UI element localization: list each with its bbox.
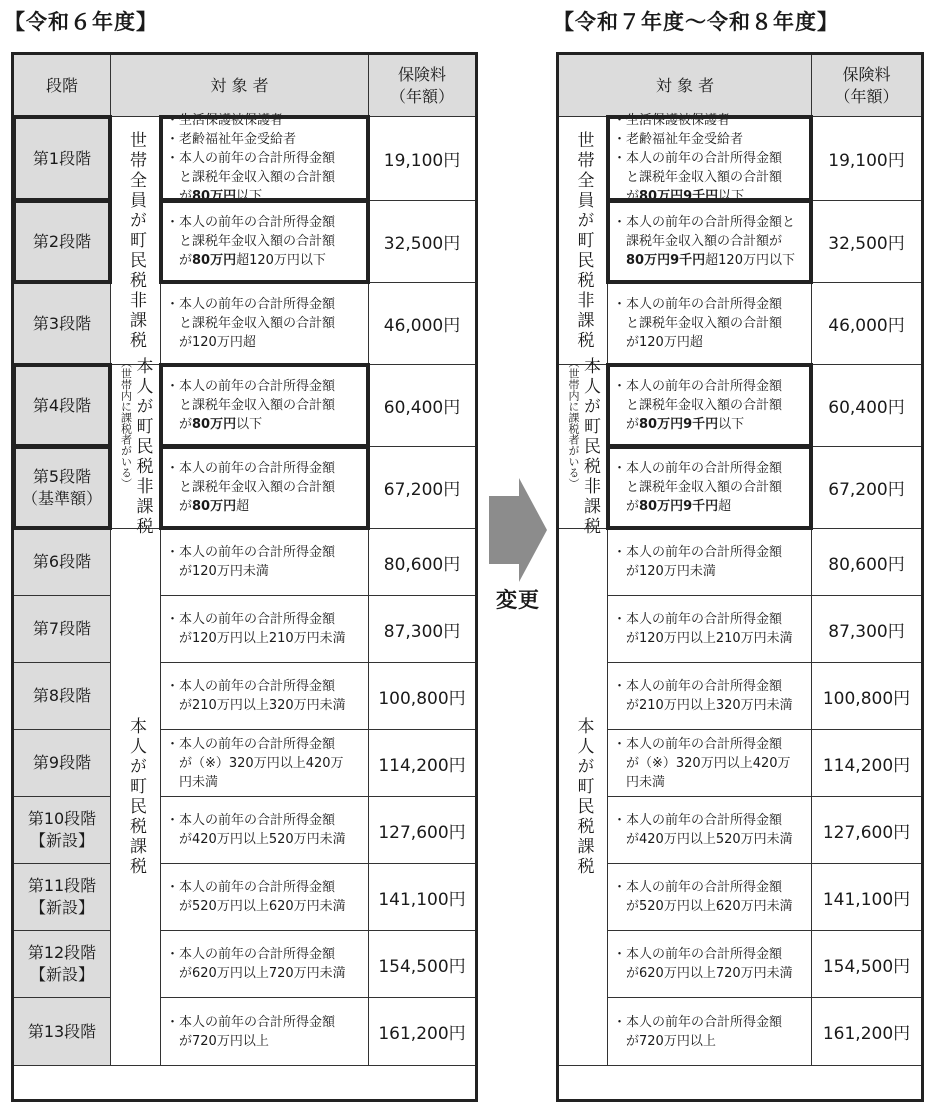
criteria-line: ・本人の前年の合計所得金額 — [613, 612, 783, 627]
target-criteria — [161, 730, 369, 797]
criteria-line: ・本人の前年の合計所得金額 — [166, 151, 336, 166]
criteria-line: が80万円超 — [166, 499, 250, 514]
criteria-line: ・老齢福祉年金受給者 — [166, 132, 297, 147]
target-criteria — [608, 283, 812, 365]
criteria-line: ・本人の前年の合計所得金額 — [166, 545, 336, 560]
group-label: 本人が町民税課税 — [126, 717, 146, 877]
target-criteria — [161, 283, 369, 365]
premium-amount: 60,400円 — [812, 365, 921, 447]
criteria-line: ・生活保護被保護者 — [613, 113, 731, 128]
criteria-line: が420万円以上520万円未満 — [613, 832, 793, 847]
criteria-line: が80万円超120万円以下 — [166, 253, 326, 268]
criteria-line: と課税年金収入額の合計額 — [613, 480, 783, 495]
criteria-line: が210万円以上320万円未満 — [613, 698, 793, 713]
criteria-line: が80万円9千円超 — [613, 499, 732, 514]
criteria-line: が80万円以下 — [166, 189, 263, 204]
target-criteria — [161, 529, 369, 596]
criteria-line: と課税年金収入額の合計額 — [613, 398, 783, 413]
criteria-line: が（※）320万円以上420万 — [613, 755, 791, 771]
group-label: 本人が町民税非課税 — [132, 356, 153, 537]
group-cell-3 — [111, 529, 161, 1066]
criteria-line: と課税年金収入額の合計額 — [166, 234, 336, 249]
criteria-line: ・本人の前年の合計所得金額 — [613, 880, 783, 895]
target-criteria — [608, 113, 812, 204]
header-target: 対 象 者 — [559, 55, 812, 117]
criteria-line: ・本人の前年の合計所得金額 — [166, 1014, 336, 1030]
premium-amount: 141,100円 — [812, 864, 921, 931]
criteria-line: と課税年金収入額の合計額 — [166, 316, 336, 331]
criteria-line: ・本人の前年の合計所得金額 — [166, 736, 336, 752]
premium-amount: 154,500円 — [369, 931, 475, 998]
premium-amount: 60,400円 — [369, 365, 475, 447]
tier-label: 第1段階 — [14, 117, 111, 201]
criteria-line: ・本人の前年の合計所得金額 — [613, 297, 783, 312]
premium-amount: 46,000円 — [812, 283, 921, 365]
header-tier: 段階 — [14, 55, 111, 117]
premium-amount: 127,600円 — [369, 797, 475, 864]
group-label: 世帯全員が町民税非課税 — [126, 130, 146, 351]
premium-amount: 100,800円 — [812, 663, 921, 730]
criteria-line: が720万円以上 — [166, 1033, 269, 1049]
target-criteria — [161, 113, 369, 204]
tier-label: 第7段階 — [14, 596, 111, 663]
criteria-line: ・本人の前年の合計所得金額 — [613, 947, 783, 962]
target-criteria — [161, 931, 369, 998]
premium-amount: 46,000円 — [369, 283, 475, 365]
premium-amount: 67,200円 — [812, 447, 921, 529]
tier-label: 第3段階 — [14, 283, 111, 365]
criteria-line: と課税年金収入額の合計額 — [166, 170, 336, 185]
premium-amount: 161,200円 — [369, 998, 475, 1066]
criteria-line: 課税年金収入額の合計額が — [613, 234, 783, 249]
criteria-line: が120万円超 — [613, 335, 703, 350]
target-criteria — [608, 663, 812, 730]
after-heading: 【令和７年度〜令和８年度】 — [553, 10, 839, 34]
criteria-line: が120万円未満 — [166, 564, 269, 579]
criteria-line: が120万円以上210万円未満 — [613, 631, 793, 646]
group-sublabel: （世帯内に課税者がいる） — [567, 356, 580, 489]
criteria-line: が210万円以上320万円未満 — [166, 698, 346, 713]
target-criteria — [161, 998, 369, 1066]
premium-amount: 19,100円 — [369, 117, 475, 201]
target-criteria — [608, 365, 812, 447]
target-criteria — [608, 447, 812, 529]
criteria-line: ・本人の前年の合計所得金額 — [613, 545, 783, 560]
before-heading: 【令和６年度】 — [4, 10, 158, 34]
right-arrow-icon — [489, 478, 547, 582]
target-criteria — [608, 730, 812, 797]
tier-label: 第4段階 — [14, 365, 111, 447]
premium-amount: 154,500円 — [812, 931, 921, 998]
criteria-line: が120万円以上210万円未満 — [166, 631, 346, 646]
criteria-line: と課税年金収入額の合計額 — [166, 480, 336, 495]
premium-amount: 127,600円 — [812, 797, 921, 864]
criteria-line: が120万円未満 — [613, 564, 716, 579]
criteria-line: ・本人の前年の合計所得金額 — [613, 813, 783, 828]
premium-table-after — [556, 52, 924, 1102]
group-sublabel: （世帯内に課税者がいる） — [119, 356, 133, 489]
target-criteria — [608, 201, 812, 283]
target-criteria — [608, 931, 812, 998]
tier-label: 第11段階 【新設】 — [14, 864, 111, 931]
criteria-line: 80万円9千円超120万円以下 — [626, 253, 795, 268]
criteria-line: と課税年金収入額の合計額 — [166, 398, 336, 413]
criteria-line: ・本人の前年の合計所得金額 — [613, 151, 783, 166]
criteria-line: が80万円9千円以下 — [613, 417, 745, 432]
criteria-line: ・本人の前年の合計所得金額 — [166, 947, 336, 962]
criteria-line: ・本人の前年の合計所得金額 — [166, 379, 336, 394]
criteria-line: ・本人の前年の合計所得金額 — [613, 679, 783, 694]
target-criteria — [161, 596, 369, 663]
group-cell-1 — [559, 117, 608, 365]
target-criteria — [161, 797, 369, 864]
criteria-line: ・本人の前年の合計所得金額 — [166, 880, 336, 895]
premium-amount: 87,300円 — [812, 596, 921, 663]
tier-label: 第8段階 — [14, 663, 111, 730]
tier-label: 第9段階 — [14, 730, 111, 797]
tier-label: 第6段階 — [14, 529, 111, 596]
premium-amount: 32,500円 — [812, 201, 921, 283]
change-label: 変更 — [496, 588, 540, 612]
criteria-line: が80万円9千円以下 — [613, 189, 745, 204]
criteria-line: 円未満 — [613, 774, 666, 790]
criteria-line: が120万円超 — [166, 335, 256, 350]
criteria-line: が80万円以下 — [166, 417, 263, 432]
criteria-line: が520万円以上620万円未満 — [166, 899, 346, 914]
premium-amount: 161,200円 — [812, 998, 921, 1066]
group-cell-2 — [559, 356, 608, 537]
tier-label: 第2段階 — [14, 201, 111, 283]
tier-label: 第5段階 （基準額） — [14, 447, 111, 529]
premium-amount: 80,600円 — [369, 529, 475, 596]
target-criteria — [161, 663, 369, 730]
group-cell-3 — [559, 529, 608, 1066]
criteria-line: が620万円以上720万円未満 — [613, 966, 793, 981]
premium-amount: 32,500円 — [369, 201, 475, 283]
group-cell-1 — [111, 117, 161, 365]
group-label: 本人が町民税非課税 — [580, 356, 600, 537]
criteria-line: ・本人の前年の合計所得金額 — [166, 612, 336, 627]
header-fee: 保険料 （年額） — [812, 55, 921, 117]
premium-amount: 19,100円 — [812, 117, 921, 201]
criteria-line: ・老齢福祉年金受給者 — [613, 132, 744, 147]
target-criteria — [608, 998, 812, 1066]
premium-amount: 141,100円 — [369, 864, 475, 931]
tier-label: 第10段階 【新設】 — [14, 797, 111, 864]
criteria-line: ・本人の前年の合計所得金額 — [166, 679, 336, 694]
criteria-line: ・生活保護被保護者 — [166, 113, 284, 128]
premium-amount: 80,600円 — [812, 529, 921, 596]
target-criteria — [608, 797, 812, 864]
target-criteria — [161, 365, 369, 447]
criteria-line: が520万円以上620万円未満 — [613, 899, 793, 914]
header-target: 対 象 者 — [111, 55, 369, 117]
criteria-line: ・本人の前年の合計所得金額と — [613, 215, 796, 230]
criteria-line: ・本人の前年の合計所得金額 — [166, 297, 336, 312]
criteria-line: ・本人の前年の合計所得金額 — [613, 379, 783, 394]
criteria-line: が（※）320万円以上420万 — [166, 755, 344, 771]
criteria-line: と課税年金収入額の合計額 — [613, 170, 783, 185]
criteria-line: ・本人の前年の合計所得金額 — [613, 461, 783, 476]
premium-table-before — [11, 52, 478, 1102]
tier-label: 第12段階 【新設】 — [14, 931, 111, 998]
group-label: 世帯全員が町民税非課税 — [573, 130, 594, 351]
criteria-line: ・本人の前年の合計所得金額 — [166, 461, 336, 476]
target-criteria — [608, 529, 812, 596]
criteria-line: と課税年金収入額の合計額 — [613, 316, 783, 331]
criteria-line: 円未満 — [166, 774, 219, 790]
header-fee: 保険料 （年額） — [369, 55, 475, 117]
premium-amount: 114,200円 — [369, 730, 475, 797]
criteria-line: ・本人の前年の合計所得金額 — [166, 215, 336, 230]
target-criteria — [608, 596, 812, 663]
criteria-line: ・本人の前年の合計所得金額 — [166, 813, 336, 828]
target-criteria — [161, 447, 369, 529]
criteria-line: ・本人の前年の合計所得金額 — [613, 736, 783, 752]
criteria-line: が720万円以上 — [613, 1033, 716, 1049]
group-label: 本人が町民税課税 — [573, 717, 594, 877]
criteria-line: が420万円以上520万円未満 — [166, 832, 346, 847]
premium-amount: 114,200円 — [812, 730, 921, 797]
target-criteria — [608, 864, 812, 931]
premium-amount: 67,200円 — [369, 447, 475, 529]
premium-amount: 87,300円 — [369, 596, 475, 663]
group-cell-2 — [111, 356, 161, 537]
criteria-line: が620万円以上720万円未満 — [166, 966, 346, 981]
target-criteria — [161, 864, 369, 931]
target-criteria — [161, 201, 369, 283]
criteria-line: ・本人の前年の合計所得金額 — [613, 1014, 783, 1030]
tier-label: 第13段階 — [14, 998, 111, 1066]
premium-amount: 100,800円 — [369, 663, 475, 730]
